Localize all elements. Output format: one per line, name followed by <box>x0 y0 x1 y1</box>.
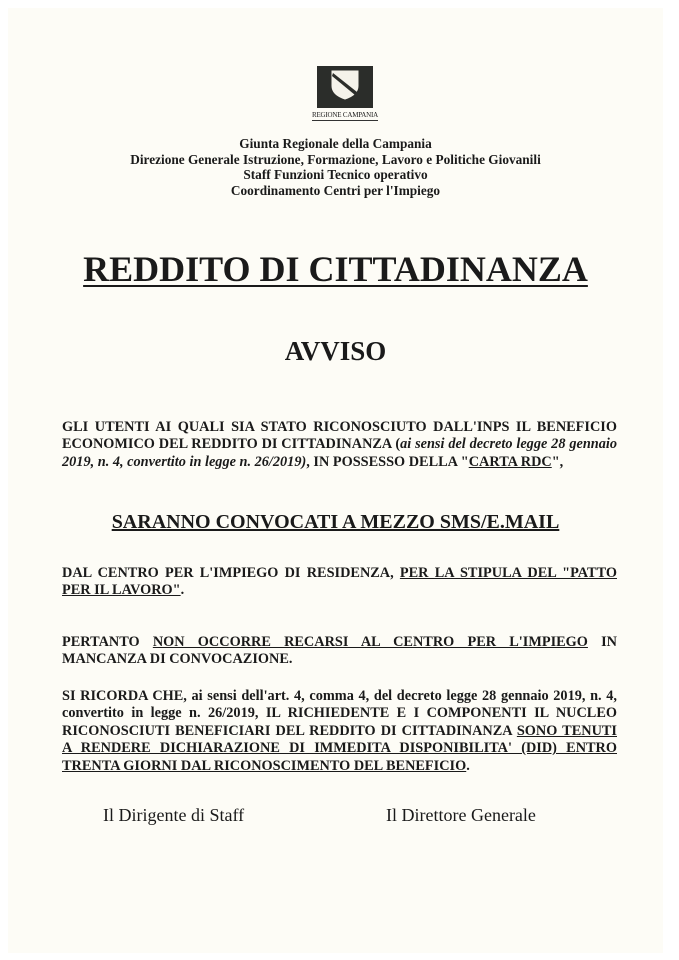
p3-text-b: IN MANCANZA DI CONVOCAZIONE. <box>62 634 618 668</box>
p1-text-c: ", <box>551 453 564 470</box>
paragraph-centro-impiego <box>62 565 617 600</box>
header-line-coordinamento: Coordinamento Centri per l'Impiego <box>230 182 441 198</box>
notice-heading: AVVISO <box>284 336 387 366</box>
header-line-direzione: Direzione Generale Istruzione, Formazione, Lavoro e Politiche Giovanili <box>130 151 541 167</box>
convocation-notice <box>8 510 663 534</box>
paragraph-pertanto <box>62 634 617 669</box>
header-line-staff: Staff Funzioni Tecnico operativo <box>243 167 428 182</box>
shield-icon <box>331 70 359 100</box>
signature-direttore: Il Direttore Generale <box>386 805 536 825</box>
p1-legal-reference: ai sensi del decreto legge 28 gennaio 2019, n. 4, convertito in legge n. 26/2019) <box>62 436 617 470</box>
p1-text-b: , IN POSSESSO DELLA " <box>306 453 469 470</box>
signature-dirigente: Il Dirigente di Staff <box>103 805 245 825</box>
p3-text-a: PERTANTO <box>62 634 153 650</box>
p1-text-a: GLI UTENTI AI QUALI SIA STATO RICONOSCIUTO DALL'INPS IL BENEFICIO ECONOMICO DEL REDDITO DI CITTADINANZA ( <box>62 419 617 453</box>
p3-non-occorre: NON OCCORRE RECARSI AL CENTRO PER L'IMPIEGO <box>152 634 588 650</box>
p4-did-obligation: SONO TENUTI A RENDERE DICHIARAZIONE DI IMMEDITA DISPONIBILITA' (DID) ENTRO TRENTA GIORNI DAL RICONOSCIMENTO DEL BENEFICIO <box>62 722 617 774</box>
logo-emblem <box>317 66 373 108</box>
p2-text-b: . <box>180 582 185 599</box>
document-title <box>8 249 663 289</box>
p4-text-a: SI RICORDA CHE, ai sensi dell'art. 4, comma 4, del decreto legge 28 gennaio 2019, n. 4, convertito in legge n. 26/2019, IL RICHIEDENTE E I COMPONENTI IL NUCLEO RICONOSCIUTI BENEFICIARI DEL REDDITO DI CITTADINANZA <box>62 688 617 739</box>
p2-patto-lavoro: PER LA STIPULA DEL "PATTO PER IL LAVORO" <box>62 565 617 599</box>
p4-text-b: . <box>466 757 470 774</box>
paragraph-beneficiaries <box>62 419 617 471</box>
regione-campania-logo <box>312 66 378 124</box>
document-page <box>8 8 663 953</box>
header-line-giunta: Giunta Regionale della Campania <box>239 136 432 151</box>
convocation-text: SARANNO CONVOCATI A MEZZO SMS/E.MAIL <box>111 511 560 533</box>
logo-caption: REGIONE CAMPANIA <box>312 111 378 119</box>
p1-carta-rdc: CARTA RDC <box>468 453 552 470</box>
title-text: REDDITO DI CITTADINANZA <box>83 249 588 289</box>
p2-text-a: DAL CENTRO PER L'IMPIEGO DI RESIDENZA, <box>62 565 400 581</box>
paragraph-si-ricorda <box>62 688 617 775</box>
issuing-office-header <box>8 136 663 198</box>
